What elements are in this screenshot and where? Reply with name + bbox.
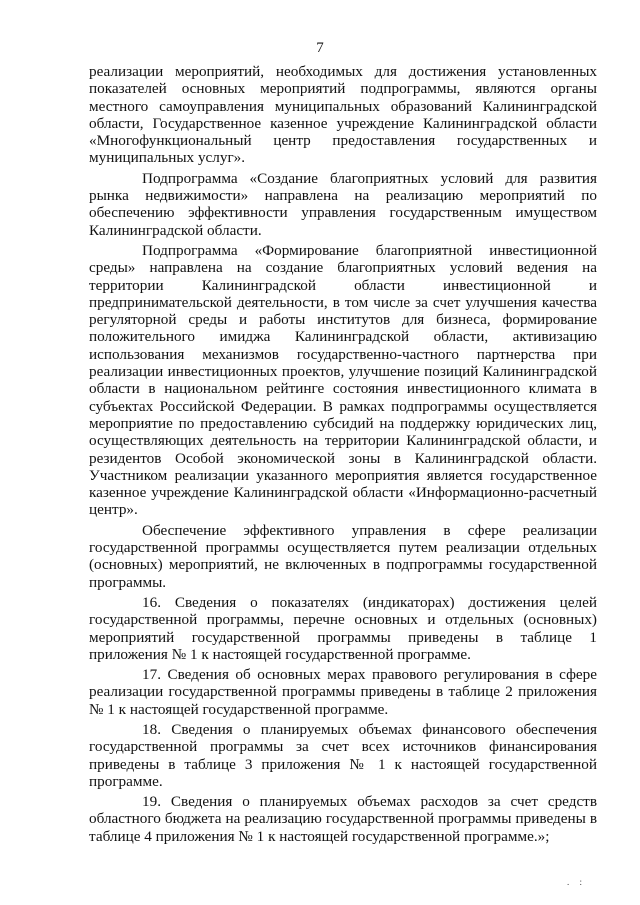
paragraph-item-19: 19. Сведения о планируемых объемах расходов за счет средств областного бюджета на реализацию государственной программы приведены в таблице 4 приложения № 1 к настоящей государственной программе.»; [89,793,597,845]
paragraph-item-16: 16. Сведения о показателях (индикаторах) достижения целей государственной программы, перечне основных и отдельных (основных) мероприятий государственной программы приведены в таблице 1 приложения № 1 к настоящей государственной программе. [89,593,597,663]
footer-marks: . : [567,877,587,887]
paragraph-investment-subprogram: Подпрограмма «Формирование благоприятной инвестиционной среды» направлена на создание благоприятных условий ведения на территории Калининградской области инвестиционной и предпринимательской деятельности, в том числе за счет улучшения качества регуляторной среды и работы институтов для бизнеса, формирование положительного имиджа Калининградской области, активизацию использования механизмов государственно-частного партнерства при реализации инвестиционных проектов, улучшение позиций Калининградской области в национальном рейтинге состояния инвестиционного климата в субъектах Российской Федерации. В рамках подпрограммы осуществляется мероприятие по предоставлению субсидий на поддержку юридических лиц, осуществляющих деятельность на территории Калининградской области, и резидентов Особой экономической зоны в Калининградской области. Участником реализации указанного мероприятия является государственное казенное учреждение Калининградской области «Информационно-расчетный центр». [89,241,597,519]
paragraph-item-17: 17. Сведения об основных мерах правового регулирования в сфере реализации государственной программы приведены в таблице 2 приложения № 1 к настоящей государственной программе. [89,666,597,718]
paragraph-item-18: 18. Сведения о планируемых объемах финансового обеспечения государственной программы за счет всех источников финансирования приведены в таблице 3 приложения № 1 к настоящей государственной программе. [89,720,597,790]
paragraph-management: Обеспечение эффективного управления в сфере реализации государственной программы осуществляется путем реализации отдельных (основных) мероприятий, не включенных в подпрограммы государственной программы. [89,521,597,591]
paragraph-continuation: реализации мероприятий, необходимых для достижения установленных показателей основных мероприятий подпрограммы, являются органы местного самоуправления муниципальных образований Калининградской области, Государственное казенное учреждение Калининградской области «Многофункциональный центр предоставления государственных и муниципальных услуг». [89,63,597,167]
paragraph-real-estate-subprogram: Подпрограмма «Создание благоприятных условий для развития рынка недвижимости» направлена на реализацию мероприятий по обеспечению эффективности управления государственным имуществом Калининградской области. [89,169,597,239]
page-number: 7 [316,40,324,56]
document-body [89,63,597,845]
